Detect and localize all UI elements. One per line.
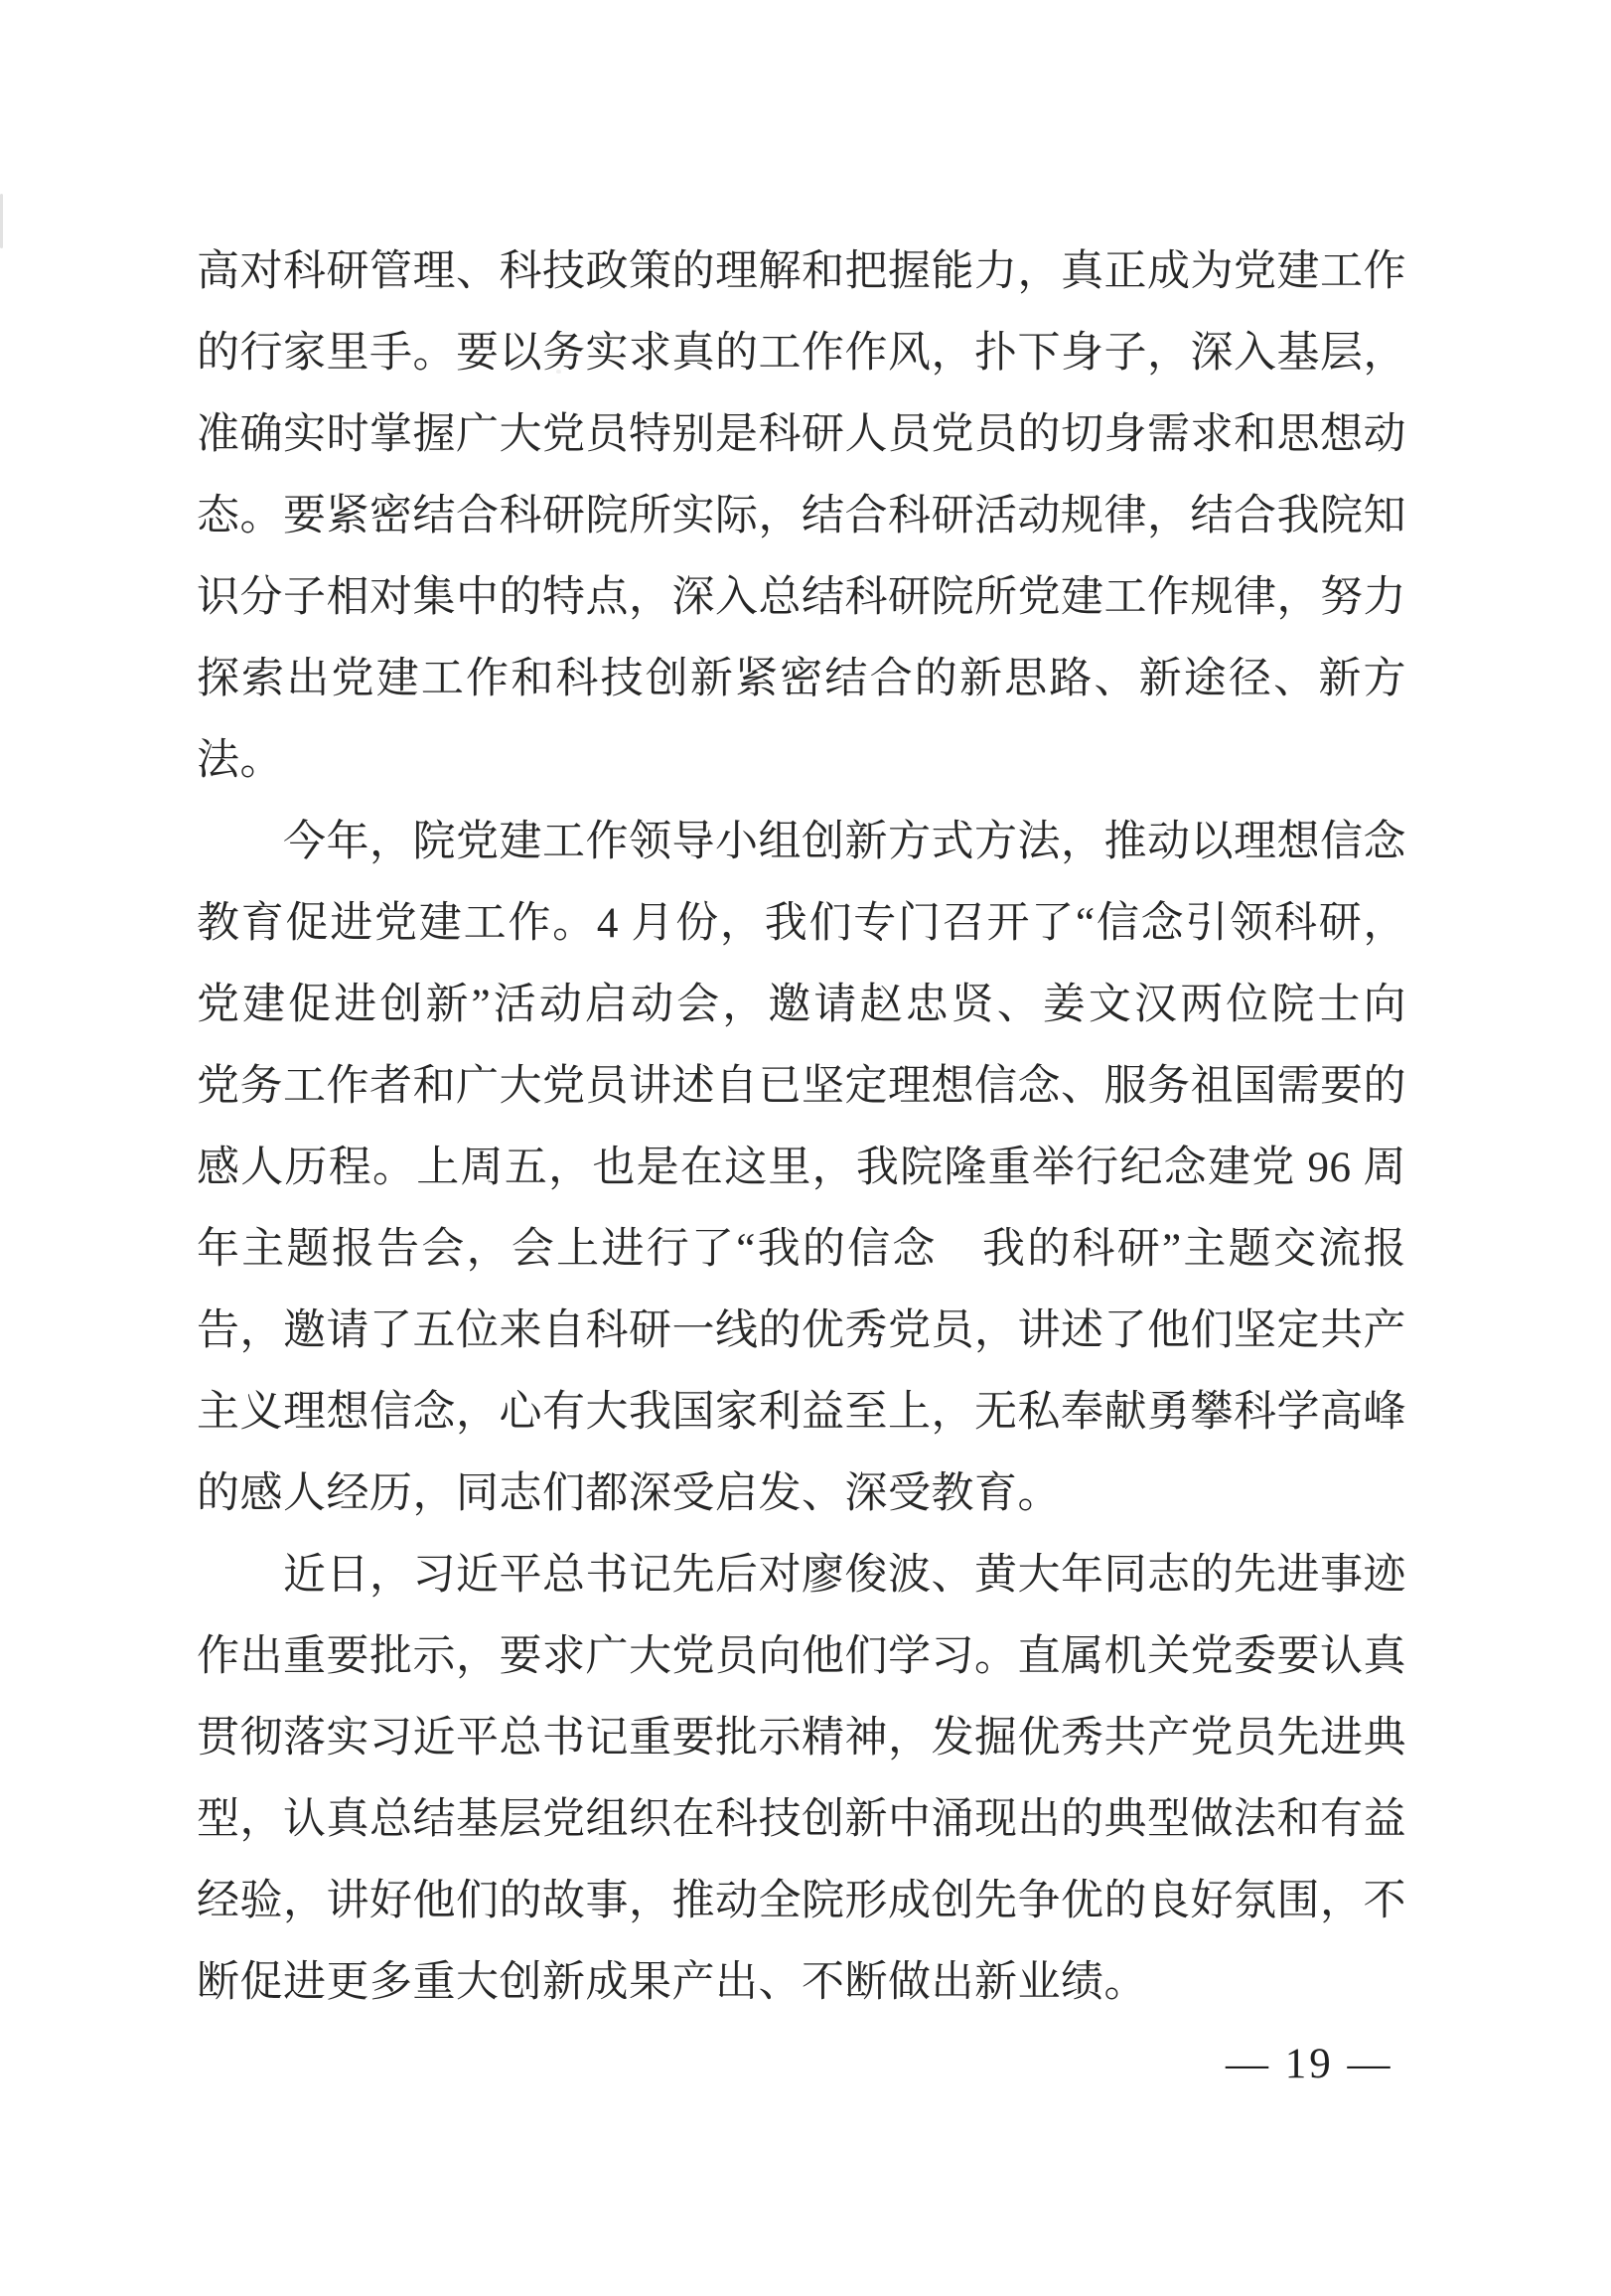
page-number: — 19 — (1226, 2041, 1393, 2087)
text-line: 感人历程。上周五，也是在这里，我院隆重举行纪念建党 96 周 (197, 1145, 1406, 1191)
text-line: 告，邀请了五位来自科研一线的优秀党员，讲述了他们坚定共产 (197, 1307, 1406, 1354)
body-text (197, 231, 1406, 2024)
text-line: 贯彻落实习近平总书记重要批示精神，发掘优秀共产党员先进典 (197, 1715, 1406, 1761)
text-line: 党建促进创新”活动启动会，邀请赵忠贤、姜文汉两位院士向 (197, 982, 1406, 1028)
text-line: 准确实时掌握广大党员特别是科研人员党员的切身需求和思想动 (197, 411, 1406, 458)
text-line: 教育促进党建工作。4 月份，我们专门召开了“信念引领科研， (197, 900, 1406, 947)
paragraph-2 (197, 802, 1406, 1535)
text-line: 今年，院党建工作领导小组创新方式方法，推动以理想信念 (283, 819, 1406, 865)
text-line: 态。要紧密结合科研院所实际，结合科研活动规律，结合我院知 (197, 493, 1406, 539)
text-line: 高对科研管理、科技政策的理解和把握能力，真正成为党建工作 (197, 248, 1406, 295)
scan-speck (0, 194, 3, 248)
text-line: 作出重要批示，要求广大党员向他们学习。直属机关党委要认真 (197, 1633, 1406, 1680)
text-line: 探索出党建工作和科技创新紧密结合的新思路、新途径、新方 (197, 656, 1406, 702)
text-line: 型，认真总结基层党组织在科技创新中涌现出的典型做法和有益 (197, 1796, 1406, 1843)
text-line: 年主题报告会，会上进行了“我的信念 我的科研”主题交流报 (197, 1226, 1406, 1273)
text-line: 的行家里手。要以务实求真的工作作风，扑下身子，深入基层， (197, 330, 1406, 377)
text-line: 近日，习近平总书记先后对廖俊波、黄大年同志的先进事迹 (283, 1552, 1406, 1599)
text-line: 的感人经历，同志们都深受启发、深受教育。 (197, 1470, 1061, 1517)
text-line: 断促进更多重大创新成果产出、不断做出新业绩。 (197, 1959, 1147, 2006)
text-line: 主义理想信念，心有大我国家利益至上，无私奉献勇攀科学高峰 (197, 1389, 1406, 1436)
paragraph-3 (197, 1535, 1406, 2024)
text-line: 经验，讲好他们的故事，推动全院形成创先争优的良好氛围，不 (197, 1878, 1406, 1924)
paragraph-1 (197, 231, 1406, 802)
text-line: 党务工作者和广大党员讲述自已坚定理想信念、服务祖国需要的 (197, 1063, 1406, 1110)
text-line: 法。 (197, 737, 283, 784)
text-line: 识分子相对集中的特点，深入总结科研院所党建工作规律，努力 (197, 574, 1406, 621)
